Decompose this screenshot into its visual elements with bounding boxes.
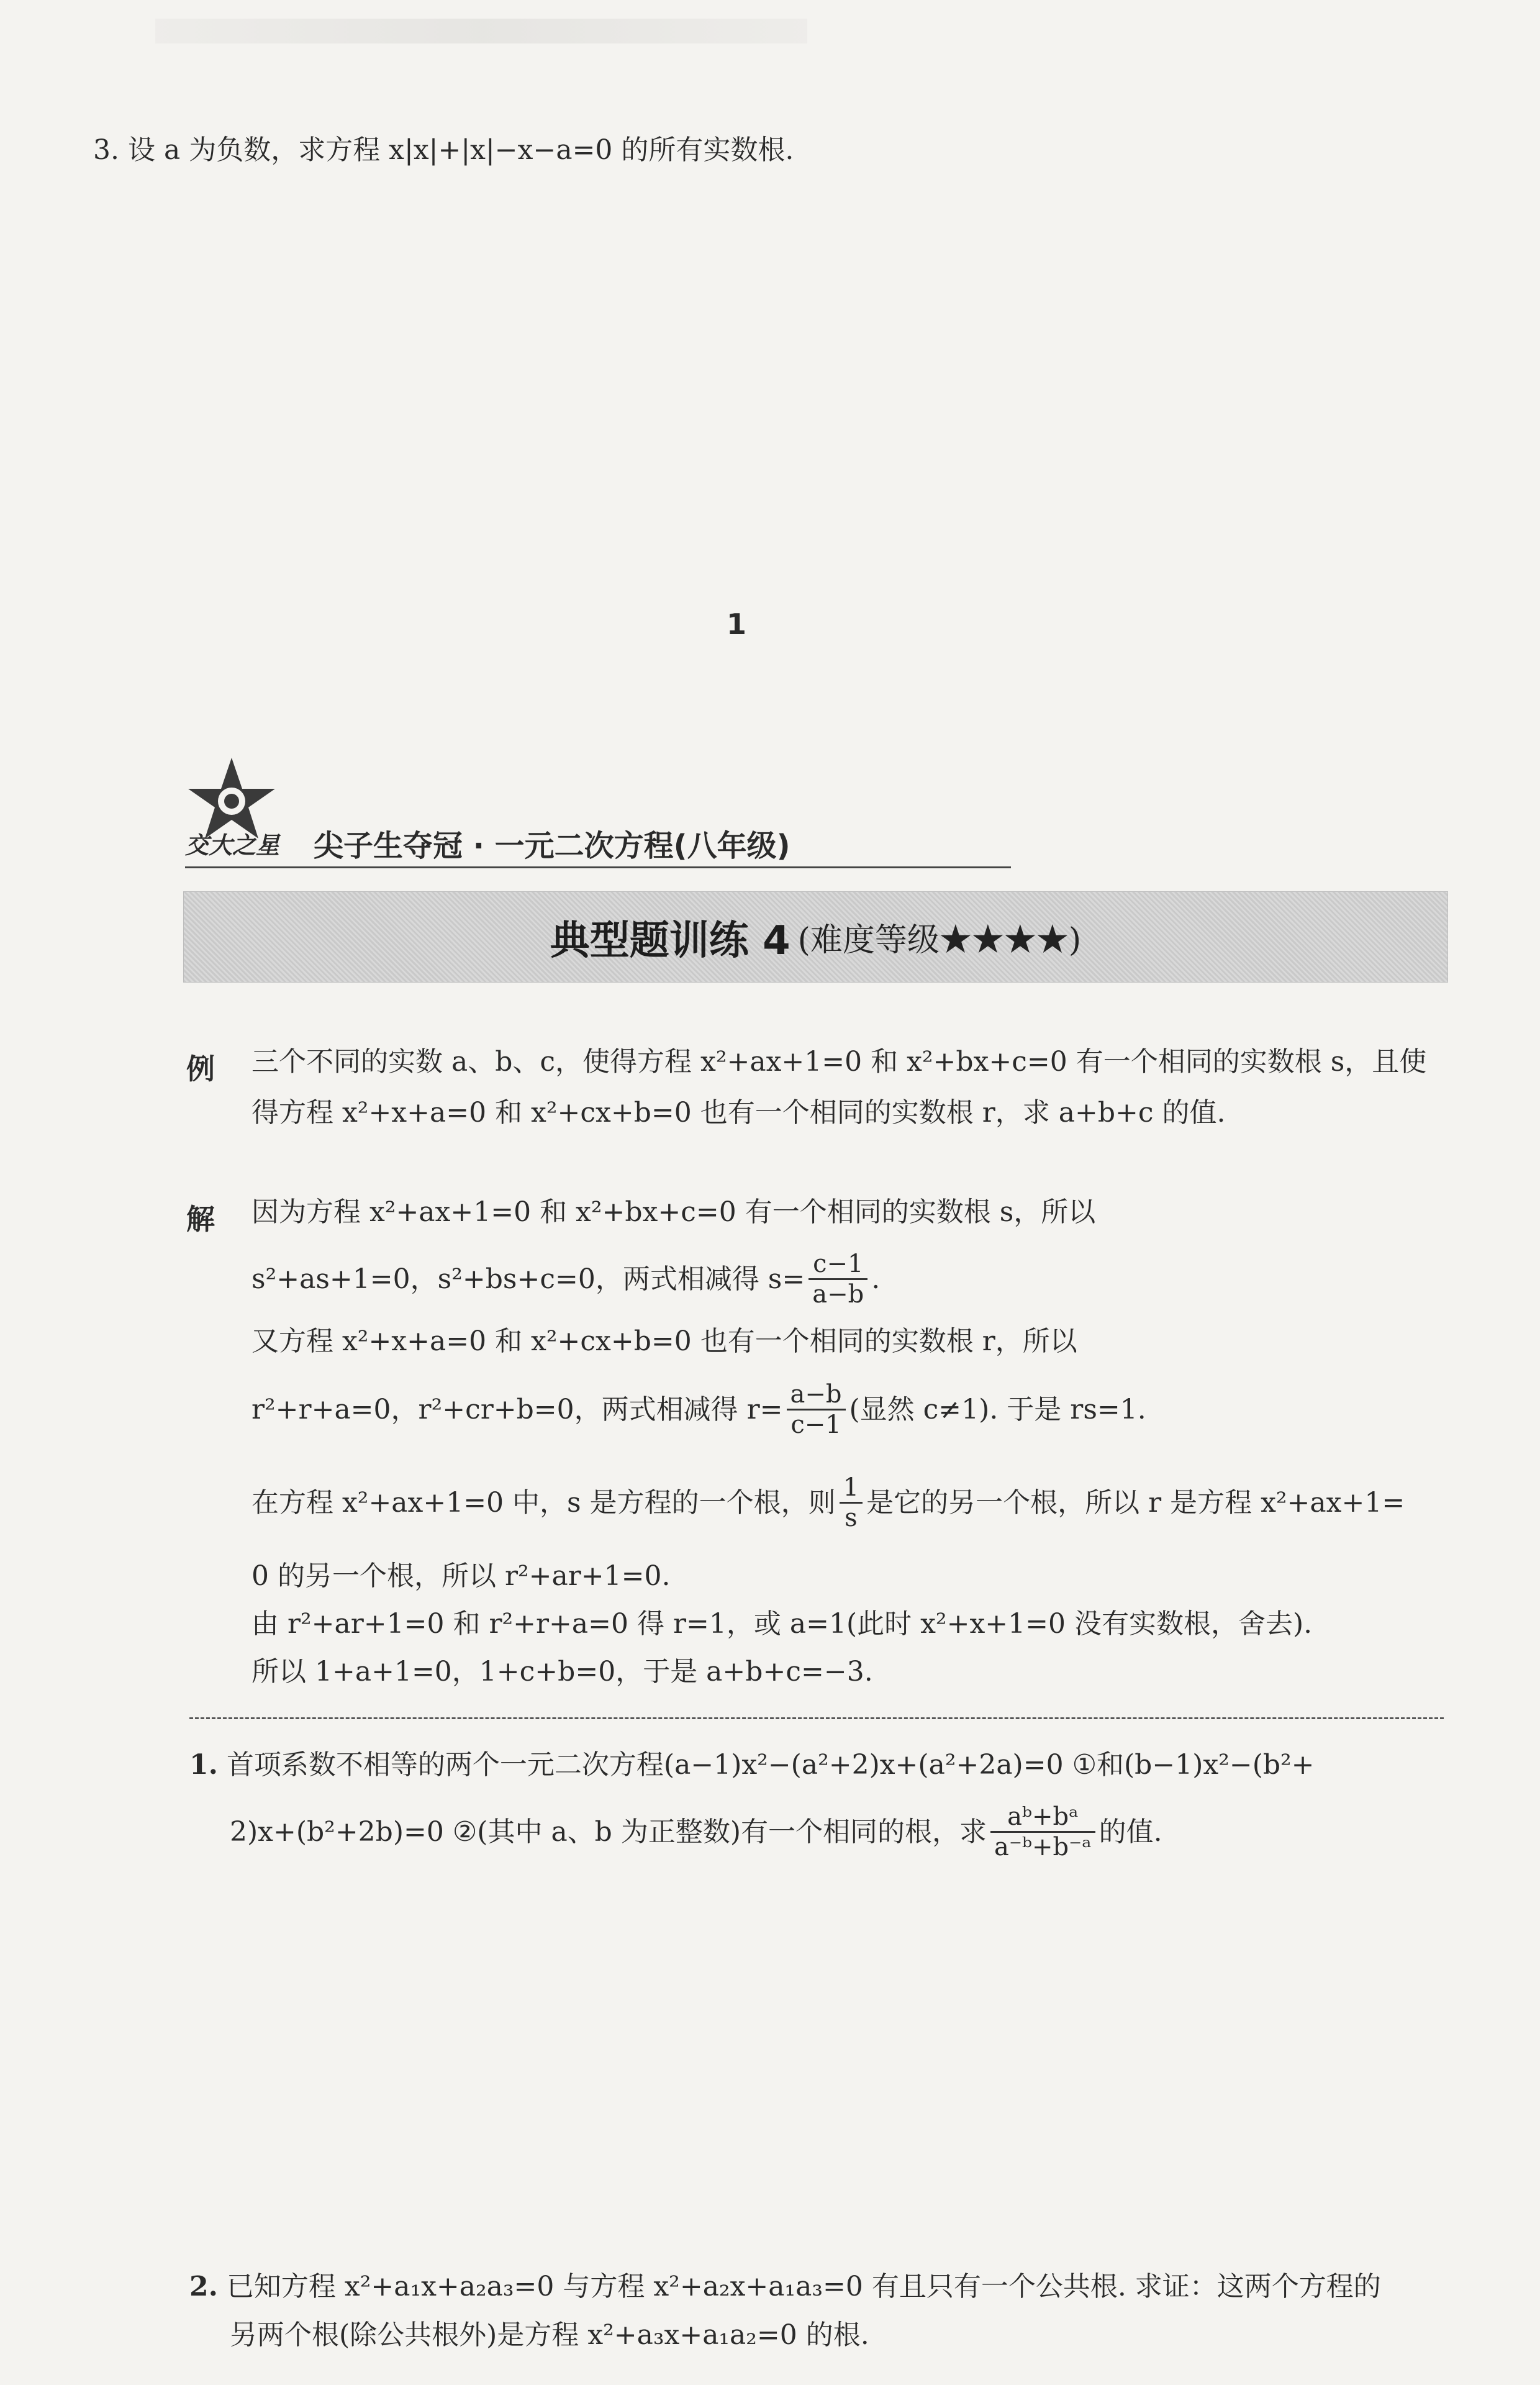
page-number: 1 [727, 607, 747, 641]
fraction-s-numerator: c−1 [808, 1250, 867, 1280]
solution-line-4-end: (显然 c≠1). 于是 rs=1. [849, 1393, 1146, 1425]
problem-2-text-1: 已知方程 x²+a₁x+a₂a₃=0 与方程 x²+a₂x+a₁a₃=0 有且只有一个公共根. 求证：这两个方程的 [226, 2271, 1381, 2302]
problem-1-number: 1. [189, 1749, 218, 1781]
problem-3-text: 设 a 为负数，求方程 x|x|+|x|−x−a=0 的所有实数根. [127, 134, 794, 166]
solution-label: 解 [186, 1202, 215, 1236]
fraction-one-over-s [840, 1473, 863, 1532]
solution-line-5-text: 在方程 x²+ax+1=0 中，s 是方程的一个根，则 [251, 1486, 836, 1519]
fraction-s-denominator: a−b [812, 1280, 864, 1309]
fraction-r-denominator: c−1 [790, 1411, 841, 1439]
problem-1-text-2: 2)x+(b²+2b)=0 ②(其中 a、b 为正整数)有一个相同的根，求 [230, 1815, 987, 1848]
fraction-one-over-s-denominator: s [845, 1504, 858, 1532]
problem-2-line-1 [189, 2268, 1381, 2306]
example-label: 例 [186, 1052, 215, 1086]
section-banner [183, 891, 1448, 983]
solution-line-4 [251, 1380, 1146, 1439]
header-rule [185, 866, 1011, 868]
solution-line-6: 0 的另一个根，所以 r²+ar+1=0. [251, 1560, 671, 1592]
banner-title: 典型题训练 4 [550, 917, 790, 964]
problem-2-number: 2. [189, 2271, 218, 2302]
fraction-r [787, 1380, 846, 1439]
problem-1-line-2 [230, 1802, 1162, 1861]
faded-top-text [155, 19, 807, 43]
solution-line-2-text: s²+as+1=0，s²+bs+c=0，两式相减得 s= [251, 1263, 805, 1295]
solution-line-5-end: 是它的另一个根，所以 r 是方程 x²+ax+1= [866, 1486, 1405, 1519]
problem-1-text-3: 的值. [1098, 1815, 1162, 1848]
solution-line-2-end: . [871, 1263, 881, 1295]
problem-3-number: 3. [93, 134, 119, 166]
fraction-r-numerator: a−b [787, 1380, 846, 1411]
problem-1-fraction [990, 1802, 1095, 1861]
problem-2-line-2: 另两个根(除公共根外)是方程 x²+a₃x+a₁a₂=0 的根. [230, 2319, 869, 2351]
solution-line-5 [251, 1473, 1405, 1532]
problem-1-line-1 [189, 1747, 1315, 1784]
header-title: 尖子生夺冠 · 一元二次方程(八年级) [314, 829, 790, 863]
solution-line-7: 由 r²+ar+1=0 和 r²+r+a=0 得 r=1，或 a=1(此时 x²+x+1=0 没有实数根，舍去). [251, 1608, 1313, 1640]
solution-line-8: 所以 1+a+1=0，1+c+b=0，于是 a+b+c=−3. [251, 1656, 873, 1688]
fraction-s [808, 1250, 867, 1309]
example-line-1: 三个不同的实数 a、b、c，使得方程 x²+ax+1=0 和 x²+bx+c=0 有一个相同的实数根 s，且使 [251, 1046, 1427, 1078]
logo-text: 交大之星 [185, 831, 280, 859]
problem-1-fraction-numerator: aᵇ+bᵃ [990, 1802, 1095, 1833]
problem-1-fraction-denominator: a⁻ᵇ+b⁻ᵃ [994, 1833, 1092, 1861]
problem-3 [93, 132, 794, 169]
example-line-2: 得方程 x²+x+a=0 和 x²+cx+b=0 也有一个相同的实数根 r，求 a+b+c 的值. [251, 1097, 1226, 1129]
fraction-one-over-s-numerator: 1 [840, 1473, 863, 1504]
difficulty-level: (难度等级★★★★) [797, 922, 1082, 959]
solution-line-3: 又方程 x²+x+a=0 和 x²+cx+b=0 也有一个相同的实数根 r，所以 [251, 1325, 1077, 1357]
solution-line-1: 因为方程 x²+ax+1=0 和 x²+bx+c=0 有一个相同的实数根 s，所以 [251, 1196, 1096, 1228]
problem-1-text-1: 首项系数不相等的两个一元二次方程(a−1)x²−(a²+2)x+(a²+2a)=0 ①和(b−1)x²−(b²+ [226, 1749, 1315, 1781]
dashed-separator [189, 1717, 1444, 1719]
solution-line-4-text: r²+r+a=0，r²+cr+b=0，两式相减得 r= [251, 1393, 783, 1425]
solution-line-2 [251, 1250, 880, 1309]
